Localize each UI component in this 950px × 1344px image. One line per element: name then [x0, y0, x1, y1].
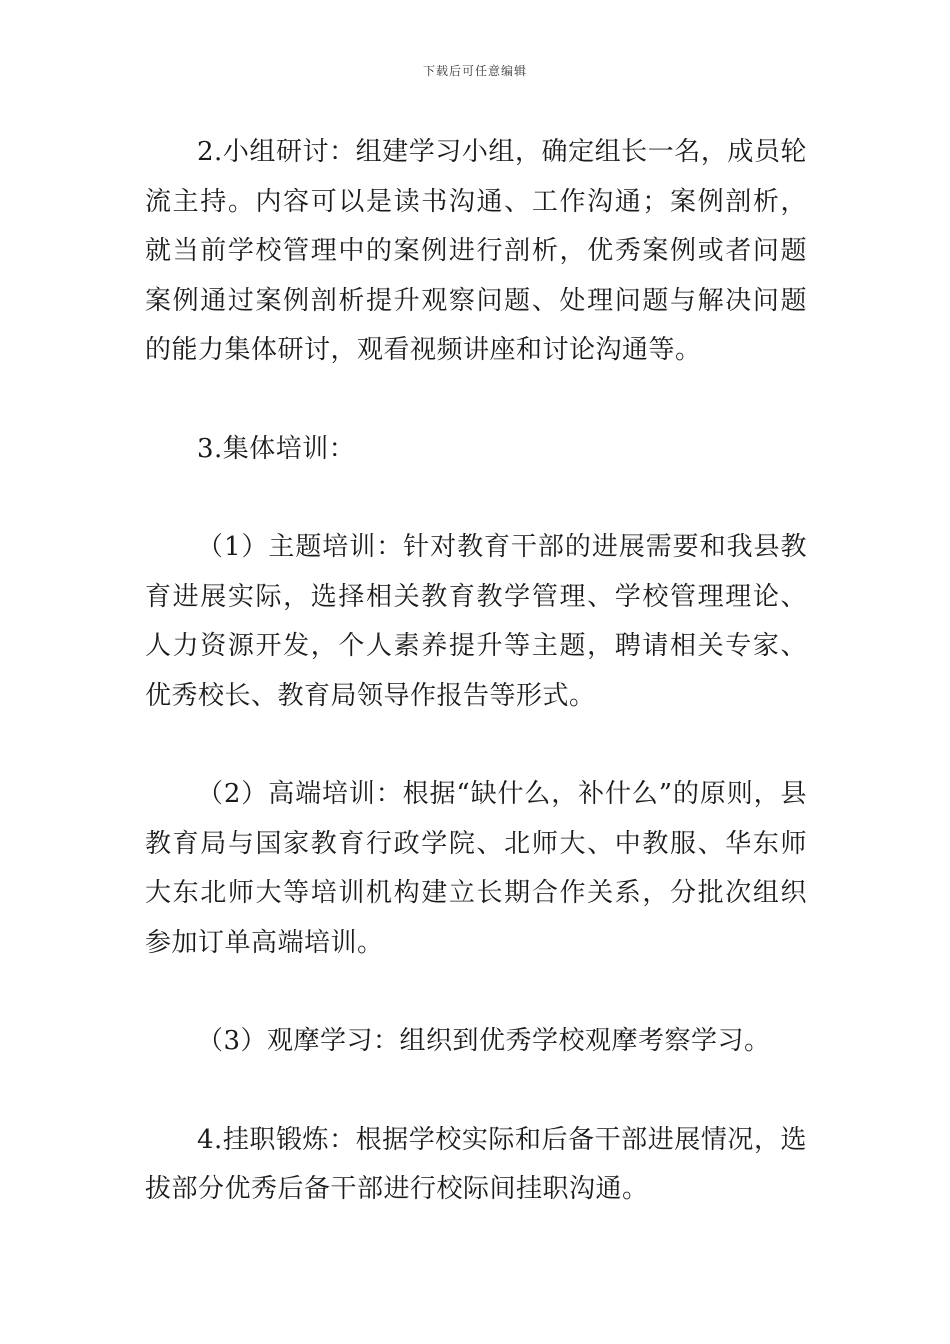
page-header: 下载后可任意编辑 [422, 64, 527, 78]
paragraph-temporary-post: 4.挂职锻炼：根据学校实际和后备干部进展情况，选拔部分优秀后备干部进行校际间挂职沟通。 [145, 1124, 807, 1204]
paragraph-collective-training-heading: 3.集体培训： [197, 433, 356, 464]
paragraph-observation-learning: （3）观摩学习：组织到优秀学校观摩考察学习。 [197, 1026, 771, 1056]
paragraph-theme-training: （1）主题培训：针对教育干部的进展需要和我县教育进展实际，选择相关教育教学管理、学校管理理论、人力资源开发，个人素养提升等主题，聘请相关专家、优秀校长、教育局领导作报告等形式。 [145, 532, 807, 711]
paragraph-high-end-training: （2）高端培训：根据“缺什么，补什么”的原则，县教育局与国家教育行政学院、北师大、中教服、华东师大东北师大等培训机构建立长期合作关系，分批次组织参加订单高端培训。 [145, 779, 807, 958]
paragraph-group-discussion: 2.小组研讨：组建学习小组，确定组长一名，成员轮流主持。内容可以是读书沟通、工作沟通；案例剖析，就当前学校管理中的案例进行剖析，优秀案例或者问题案例通过案例剖析提升观察问题、处理问题与解决问题的能力集体研讨，观看视频讲座和讨论沟通等。 [145, 137, 807, 365]
document-body [145, 128, 807, 1215]
